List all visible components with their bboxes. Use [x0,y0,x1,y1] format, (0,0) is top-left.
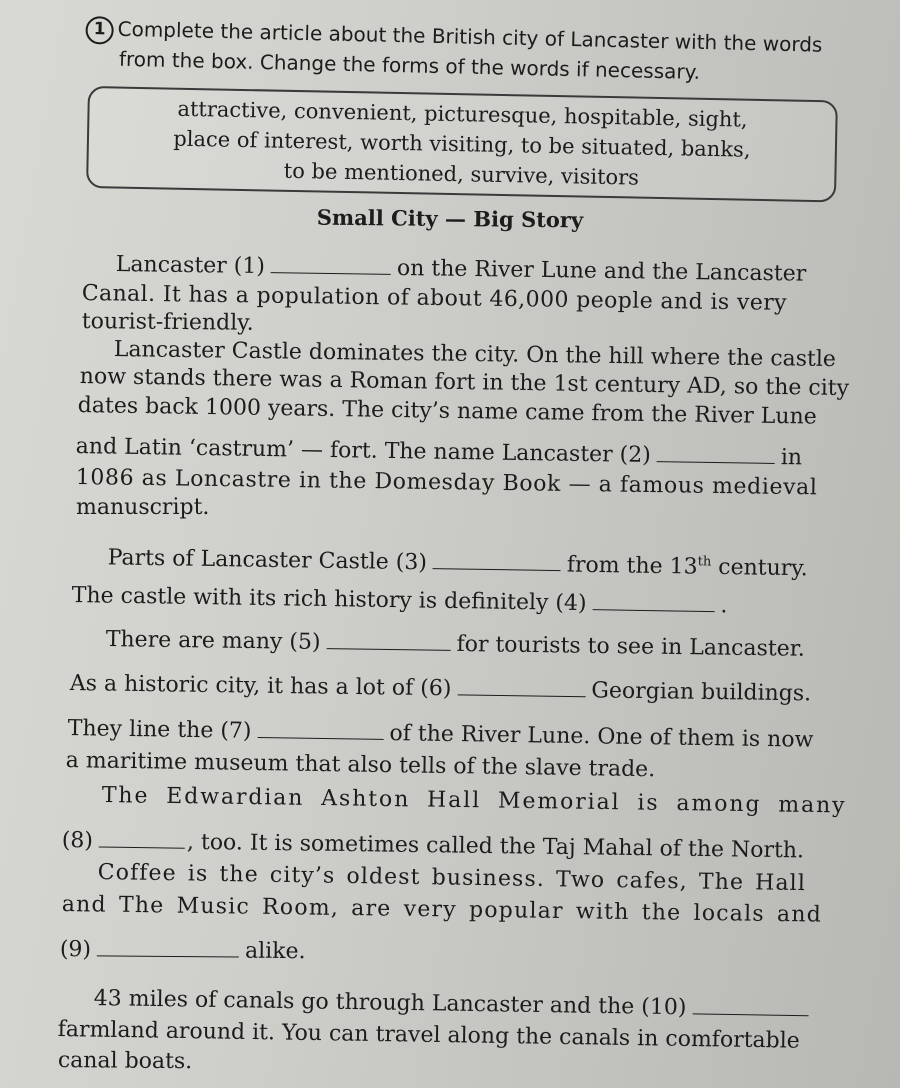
article-line-9: manuscript. [76,495,210,520]
task-instruction-line-2: from the box. Change the forms of the words if necessary. [118,46,701,84]
blank-2[interactable] [657,443,775,464]
article-line-2: Canal. It has a population of about 46,000 people and is very [81,280,788,316]
task-number-badge: 1 [85,16,114,45]
blank-5[interactable] [326,630,450,651]
article-line-8: 1086 as Loncastre in the Domesday Book — a famous medieval [75,464,818,501]
task-instruction [85,14,846,89]
blank-1[interactable] [271,254,391,275]
word-box-line-2: place of interest, worth visiting, to be situated, banks, [173,126,751,162]
article-line-21: 43 miles of canals go through Lancaster and the (10) [94,984,815,1025]
article-line-5: now stands there was a Roman fort in the 1st century AD, so the city [79,363,850,402]
article-line-11: The castle with its rich history is definitely (4) . [71,582,728,619]
task-instruction-line-1: Complete the article about the British city of Lancaster with the words [117,16,823,57]
article-line-16: The Edwardian Ashton Hall Memorial is among many [101,782,847,819]
word-box-line-1: attractive, convenient, picturesque, hospitable, sight, [177,96,748,132]
blank-4[interactable] [592,591,714,612]
article-line-1: Lancaster (1) on the River Lune and the Lancaster [115,251,807,287]
word-box-line-3: to be mentioned, survive, visitors [283,158,640,190]
article-line-20: (9) alike. [59,936,306,965]
word-box [86,86,838,202]
blank-10[interactable] [692,995,808,1016]
blank-6[interactable] [457,676,585,697]
blank-9[interactable] [97,937,239,957]
article-line-4: Lancaster Castle dominates the city. On the hill where the castle [113,336,837,373]
article-line-6: dates back 1000 years. The city’s name came from the River Lune [77,392,817,430]
article-line-14: They line the (7) of the River Lune. One of them is now [67,715,814,753]
article-line-3: tourist-friendly. [81,308,254,336]
article-line-17: (8) , too. It is sometimes called the Taj Mahal of the North. [61,827,805,864]
blank-3[interactable] [433,550,561,571]
article-line-23: canal boats. [57,1047,193,1075]
article-title: Small City — Big Story [316,204,584,233]
article-line-22: farmland around it. You can travel along the canals in comfortable [57,1016,800,1054]
article-line-12: There are many (5) for tourists to see in Lancaster. [105,626,805,662]
blank-8[interactable] [99,829,185,849]
article-line-13: As a historic city, it has a lot of (6) Georgian buildings. [69,670,812,707]
article-line-10: Parts of Lancaster Castle (3) from the 13th century. [107,545,808,582]
blank-7[interactable] [257,719,383,740]
article-line-7: and Latin ‘castrum’ — fort. The name Lancaster (2) in [75,433,803,471]
article-line-15: a maritime museum that also tells of the slave trade. [65,747,656,783]
article-line-19: and The Music Room, are very popular with the locals and [61,891,823,928]
article-line-18: Coffee is the city’s oldest business. Two cafes, The Hall [97,859,807,897]
